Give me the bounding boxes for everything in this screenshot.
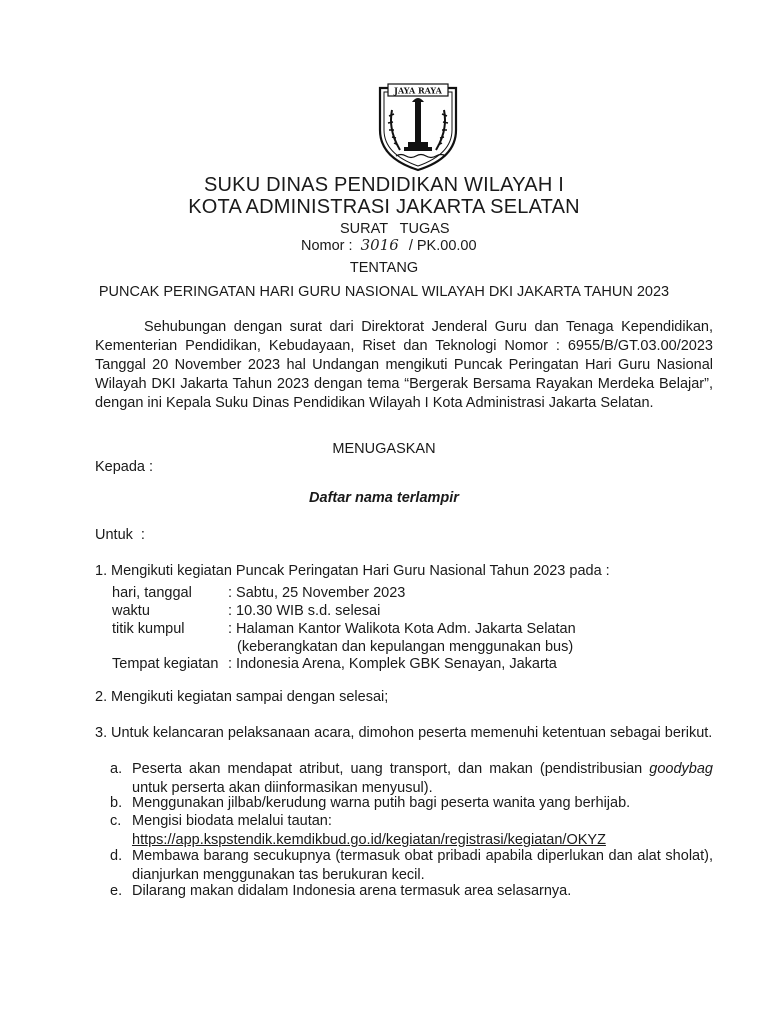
tempat-label: Tempat kegiatan [112,656,219,672]
opening-paragraph [95,318,713,413]
sub-text-part: Peserta akan mendapat atribut, uang transport, dan makan (pendistribusian [132,761,650,777]
daftar-nama: Daftar nama terlampir [309,490,459,506]
nomor-label: Nomor : [301,238,353,254]
nomor-handwritten: 3016 [360,236,399,254]
sub-letter: a. [110,761,123,777]
item-number: 2. [95,689,108,705]
titik-value: : Halaman Kantor Walikota Kota Adm. Jakarta Selatan [228,621,576,637]
list-item-3 [95,724,713,764]
sub-letter: b. [110,795,123,811]
sub-letter: d. [110,848,123,864]
list-item-1 [95,562,713,582]
item-text: Mengikuti kegiatan sampai dengan selesai; [111,689,389,705]
sub-item-e [110,882,713,902]
item-text: Mengikuti kegiatan Puncak Peringatan Hari Guru Nasional Tahun 2023 pada : [111,563,610,579]
sub-text-part: Mengisi biodata melalui tautan: [132,813,332,829]
sub-item-b [110,794,713,814]
sub-text: Menggunakan jilbab/kerudung warna putih bagi peserta wanita yang berhijab. [132,795,631,811]
waktu-value: : 10.30 WIB s.d. selesai [228,603,381,619]
hari-label: hari, tanggal [112,585,192,601]
sub-text: Dilarang makan didalam Indonesia arena termasuk area selasarnya. [132,883,572,899]
sub-item-a [110,760,713,798]
hari-value: : Sabtu, 25 November 2023 [228,585,406,601]
agency-name-line2: KOTA ADMINISTRASI JAKARTA SELATAN [188,196,580,218]
sub-text [132,760,713,798]
sub-letter: e. [110,883,123,899]
registration-link[interactable]: https://app.kspstendik.kemdikbud.go.id/kegiatan/registrasi/kegiatan/OKYZ [132,832,606,848]
item-number: 3. [95,725,108,741]
untuk-label: Untuk : [95,527,145,543]
letter-number [301,236,477,254]
sub-text [132,812,713,850]
titik-note: (keberangkatan dan kepulangan menggunakan bus) [237,639,574,655]
sub-text: Membawa barang secukupnya (termasuk obat pribadi apabila diperlukan dan alat sholat), dianjurkan menggunakan tas berukuran kecil. [132,848,713,883]
waktu-label: waktu [112,603,150,619]
goodybag-term: goodybag [649,761,713,777]
nomor-suffix: / PK.00.00 [408,238,477,254]
sub-letter: c. [110,813,122,829]
sub-text-part: untuk perserta akan diinformasikan menyusul). [132,780,433,796]
tentang-label: TENTANG [349,260,419,276]
sub-item-d [110,847,713,885]
sub-item-c [110,812,713,850]
letter-type: SURAT TUGAS [340,221,450,237]
item-text: Untuk kelancaran pelaksanaan acara, dimohon peserta memenuhi ketentuan sebagai berikut. [111,725,713,741]
menugaskan-heading: MENUGASKAN [332,441,436,457]
jaya-raya-emblem [370,80,466,172]
letter-subject: PUNCAK PERINGATAN HARI GURU NASIONAL WILAYAH DKI JAKARTA TAHUN 2023 [98,284,670,300]
item-number: 1. [95,563,108,579]
emblem-banner-text: JAYA RAYA [394,85,442,96]
titik-label: titik kumpul [112,621,185,637]
list-item-2 [95,688,713,708]
kepada-label: Kepada : [95,459,154,475]
tempat-value: : Indonesia Arena, Komplek GBK Senayan, Jakarta [228,656,557,672]
opening-paragraph-text: Sehubungan dengan surat dari Direktorat Jenderal Guru dan Tenaga Kependidikan, Kementerian Pendidikan, Kebudayaan, Riset dan Teknologi Nomor : 6955/B/GT.03.00/2023 Tanggal 20 November 2023 hal Undangan mengikuti Puncak Peringatan Hari Guru Nasional Wilayah DKI Jakarta Tahun 2023 dengan tema “Bergerak Bersama Rayakan Merdeka Belajar”, dengan ini Kepala Suku Dinas Pendidikan Wilayah I Kota Administrasi Jakarta Selatan. [95,319,713,411]
agency-name-line1: SUKU DINAS PENDIDIKAN WILAYAH I [204,174,564,196]
